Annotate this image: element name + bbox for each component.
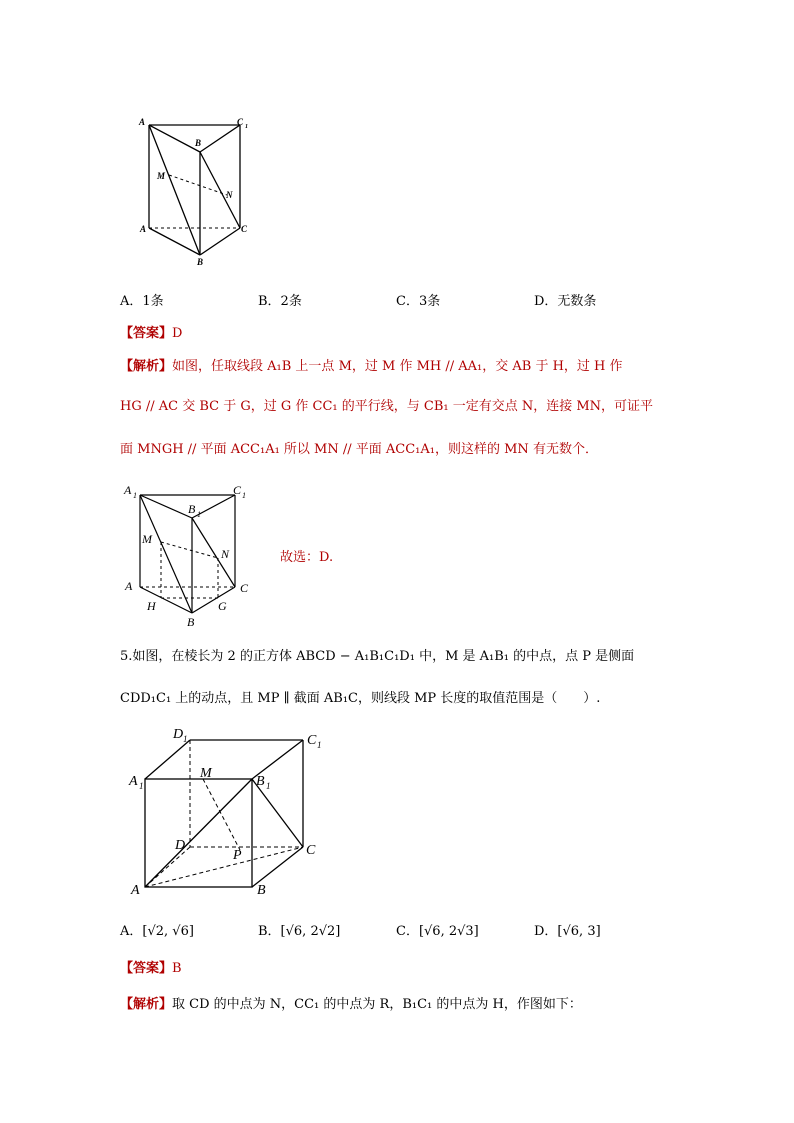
label2-N: N <box>221 547 230 561</box>
label2-A1-sub: 1 <box>133 491 137 500</box>
q4-option-b: B．2条 <box>258 294 302 309</box>
label2-C1-sub: 1 <box>242 491 246 500</box>
q5-analysis <box>120 993 582 1012</box>
cube-label-A: A <box>131 883 140 897</box>
q4-answer <box>120 322 182 341</box>
label-C1: C <box>237 117 244 127</box>
q5-stem-line-1: 5.如图，在棱长为 2 的正方体 ABCD − A₁B₁C₁D₁ 中，M 是 A₁B₁ 的中点，点 P 是侧面 <box>120 649 635 664</box>
cube-label-B: B <box>257 883 266 897</box>
q5-analysis-line-1: 取 CD 的中点为 N，CC₁ 的中点为 R，B₁C₁ 的中点为 H，作图如下： <box>172 997 582 1012</box>
q5-option-b: B．[√6, 2√2] <box>258 924 341 939</box>
label2-A: A <box>125 579 133 593</box>
q5-option-c: C．[√6, 2√3] <box>396 924 479 939</box>
q4-answer-tag: 【答案】 <box>120 326 173 341</box>
label2-C: C <box>240 581 249 595</box>
label2-C1: C <box>233 483 242 497</box>
cube-figure <box>125 722 330 897</box>
cube-label-A1: A <box>129 774 138 789</box>
label-A: A <box>140 224 147 234</box>
label-C1-sub: 1 <box>245 124 248 130</box>
label2-H: H <box>147 599 156 613</box>
label2-G: G <box>218 599 227 613</box>
label-B1: B <box>195 138 202 148</box>
q5-answer <box>120 957 182 976</box>
q5-answer-value: B <box>172 961 182 976</box>
q4-option-c: C．3条 <box>396 294 441 309</box>
label-A1: A <box>139 117 146 127</box>
q5-option-d: D．[√6, 3] <box>534 924 601 939</box>
q5-analysis-tag: 【解析】 <box>120 997 173 1012</box>
cube-label-P: P <box>233 848 242 863</box>
label2-A1: A <box>124 483 132 497</box>
cube-label-B1: B <box>256 774 265 789</box>
q4-analysis-line-1: 如图，任取线段 A₁B 上一点 M，过 M 作 MH // AA₁，交 AB 于 H，过 H 作 <box>172 359 623 374</box>
q4-option-a: A．1条 <box>120 294 164 309</box>
q4-answer-value: D <box>172 326 183 341</box>
cube-label-D1: D <box>173 727 184 742</box>
label-C: C <box>241 224 248 234</box>
q5-stem-line-2: CDD₁C₁ 上的动点，且 MP ∥ 截面 AB₁C，则线段 MP 长度的取值范围是（ ）. <box>120 691 601 706</box>
cube-label-B1-sub: 1 <box>266 781 271 791</box>
label-N: N <box>226 190 233 200</box>
cube-label-C1-sub: 1 <box>317 740 322 750</box>
prism-figure-2 <box>120 480 265 630</box>
prism-figure-1 <box>135 113 255 268</box>
label2-B1-sub: 1 <box>197 510 201 519</box>
cube-label-C: C <box>306 843 316 858</box>
label2-B: B <box>187 615 195 629</box>
label2-B1: B <box>188 502 196 516</box>
q4-analysis-line-2: HG // AC 交 BC 于 G，过 G 作 CC₁ 的平行线，与 CB₁ 一定有交点 N，连接 MN，可证平 <box>120 399 654 414</box>
label-B: B <box>197 257 204 267</box>
cube-label-D1-sub: 1 <box>183 734 188 744</box>
cube-label-C1: C <box>307 733 317 748</box>
q4-conclusion: 故选：D. <box>280 550 334 565</box>
cube-label-D: D <box>175 838 186 853</box>
cube-label-M: M <box>200 766 212 781</box>
q5-option-a: A．[√2, √6] <box>120 924 194 939</box>
label-M: M <box>157 171 166 181</box>
q4-analysis-tag: 【解析】 <box>120 359 173 374</box>
cube-label-A1-sub: 1 <box>139 781 144 791</box>
q5-answer-tag: 【答案】 <box>120 961 173 976</box>
label2-M: M <box>142 532 152 546</box>
q4-option-d: D．无数条 <box>534 294 597 309</box>
q4-analysis-line-3: 面 MNGH // 平面 ACC₁A₁ 所以 MN // 平面 ACC₁A₁，则这样的 MN 有无数个． <box>120 442 598 457</box>
